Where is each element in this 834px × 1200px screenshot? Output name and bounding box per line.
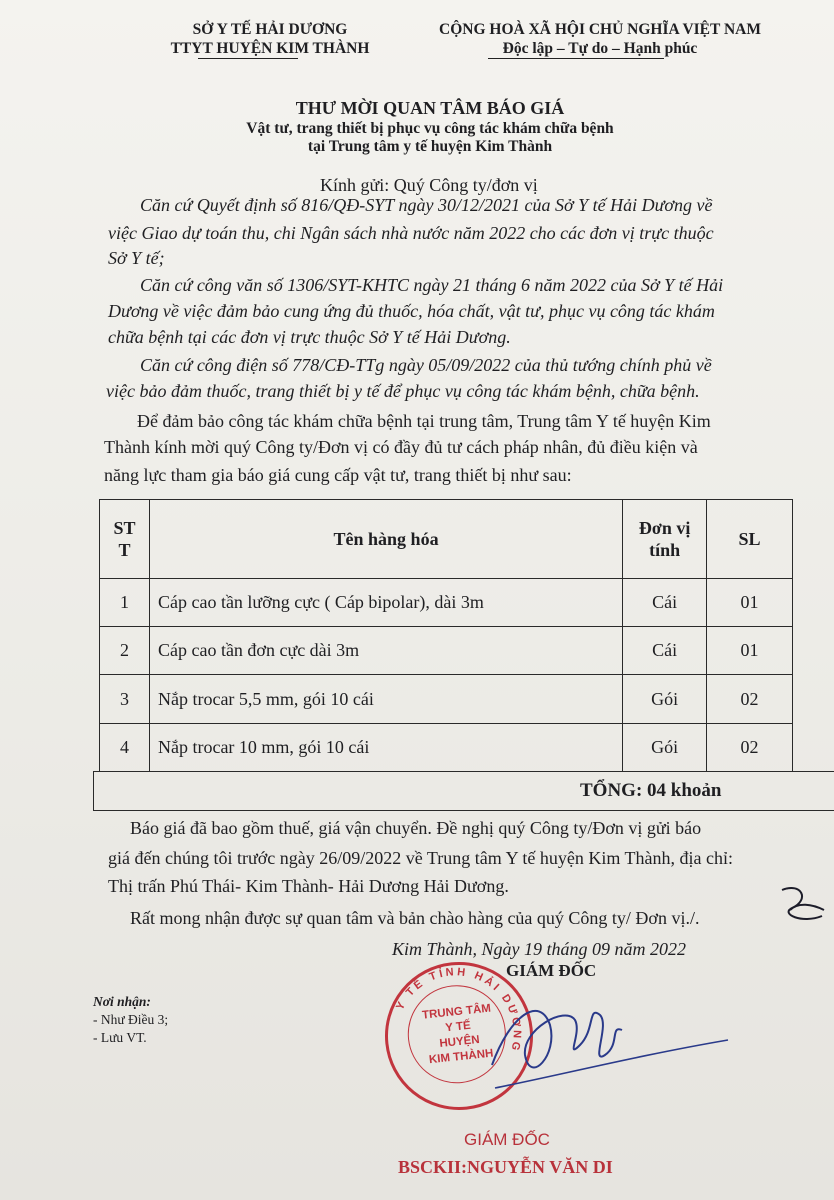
row-unit: Cái <box>623 579 707 627</box>
signer-name: BSCKII:NGUYỄN VĂN DI <box>398 1157 613 1177</box>
basis-3-line-2: việc bảo đảm thuốc, trang thiết bị y tế để phục vụ công tác khám bệnh, chữa bệnh. <box>106 381 700 401</box>
sign-date: Kim Thành, Ngày 19 tháng 09 năm 2022 <box>392 939 687 959</box>
row-qty: 01 <box>707 627 793 675</box>
row-qty: 01 <box>707 579 793 627</box>
letter-subtitle-2: tại Trung tâm y tế huyện Kim Thành <box>307 138 553 155</box>
center-name: TTYT HUYỆN KIM THÀNH <box>170 40 370 57</box>
margin-initials <box>772 880 832 930</box>
row-name: Cáp cao tần đơn cực dài 3m <box>149 627 622 675</box>
closing-line-4: Rất mong nhận được sự quan tâm và bản chào hàng của quý Công ty/ Đơn vị./. <box>130 908 700 928</box>
table-row <box>100 627 793 675</box>
basis-3-line-1: Căn cứ công điện số 778/CĐ-TTg ngày 05/09/2022 của thủ tướng chính phủ về <box>140 355 712 375</box>
col-header-unit-2: tính <box>649 540 681 560</box>
recipient-item: - Lưu VT. <box>93 1030 147 1045</box>
basis-2-line-2: Dương về việc đảm bảo cung ứng đủ thuốc, hóa chất, vật tư, phục vụ công tác khám <box>108 301 715 321</box>
header-right-rule <box>488 58 664 59</box>
row-name: Nắp trocar 5,5 mm, gói 10 cái <box>149 675 622 724</box>
basis-1-line-3: Sở Y tế; <box>108 248 165 268</box>
salutation: Kính gửi: Quý Công ty/đơn vị <box>320 175 538 195</box>
table-row <box>100 675 793 724</box>
col-header-qty: SL <box>707 500 793 579</box>
closing-line-2: giá đến chúng tôi trước ngày 26/09/2022 về Trung tâm Y tế huyện Kim Thành, địa chỉ: <box>108 848 734 868</box>
stamp-line: KIM THÀNH <box>428 1047 494 1067</box>
sign-position: GIÁM ĐỐC <box>506 961 597 980</box>
closing-line-3: Thị trấn Phú Thái- Kim Thành- Hải Dương Hải Dương. <box>108 876 509 896</box>
header-right <box>410 20 790 58</box>
stamp-ring-label: Y TẾ TỈNH HẢI DƯƠNG <box>394 966 523 1055</box>
col-header-stt-2: T <box>118 540 131 560</box>
department-name: SỞ Y TẾ HẢI DƯƠNG <box>192 21 348 38</box>
table-row <box>100 579 793 627</box>
letter-title: THƯ MỜI QUAN TÂM BÁO GIÁ <box>295 98 565 118</box>
basis-2-line-3: chữa bệnh tại các đơn vị trực thuộc Sở Y tế Hải Dương. <box>108 327 511 347</box>
row-unit: Gói <box>623 675 707 724</box>
col-header-unit-1: Đơn vị <box>638 518 691 538</box>
col-header-stt <box>100 500 150 579</box>
handwritten-signature <box>470 985 730 1095</box>
stamp-signer-position: GIÁM ĐỐC <box>464 1130 550 1149</box>
row-stt: 3 <box>100 675 150 724</box>
col-header-stt-1: ST <box>113 518 136 538</box>
table-total-row <box>93 771 834 811</box>
stamp-line: TRUNG TÂM <box>421 1002 492 1022</box>
national-motto: Độc lập – Tự do – Hạnh phúc <box>502 40 698 57</box>
row-qty: 02 <box>707 724 793 772</box>
header-left <box>120 20 420 58</box>
row-unit: Cái <box>623 627 707 675</box>
col-header-unit <box>623 500 707 579</box>
table-header-row <box>100 500 793 579</box>
row-stt: 2 <box>100 627 150 675</box>
closing-line-1: Báo giá đã bao gồm thuế, giá vận chuyển. Đề nghị quý Công ty/Đơn vị gửi báo <box>130 818 702 838</box>
national-title: CỘNG HOÀ XÃ HỘI CHỦ NGHĨA VIỆT NAM <box>439 21 761 38</box>
header-left-rule <box>198 58 298 59</box>
row-name: Nắp trocar 10 mm, gói 10 cái <box>149 724 622 772</box>
recipient-item: - Như Điều 3; <box>93 1012 169 1027</box>
intro-line-2: Thành kính mời quý Công ty/Đơn vị có đầy đủ tư cách pháp nhân, đủ điều kiện và <box>104 437 698 457</box>
basis-1-line-1: Căn cứ Quyết định số 816/QĐ-SYT ngày 30/12/2021 của Sở Y tế Hải Dương về <box>140 195 713 215</box>
table-total: TỔNG: 04 khoản <box>580 780 722 801</box>
row-stt: 4 <box>100 724 150 772</box>
recipients-label: Nơi nhận: <box>93 994 151 1009</box>
row-stt: 1 <box>100 579 150 627</box>
intro-line-3: năng lực tham gia báo giá cung cấp vật tư, trang thiết bị như sau: <box>104 465 572 485</box>
intro-line-1: Để đảm bảo công tác khám chữa bệnh tại trung tâm, Trung tâm Y tế huyện Kim <box>137 411 711 431</box>
goods-table <box>99 499 793 772</box>
stamp-line: Y TẾ <box>444 1019 472 1035</box>
row-qty: 02 <box>707 675 793 724</box>
letter-subtitle-1: Vật tư, trang thiết bị phục vụ công tác khám chữa bệnh <box>246 120 614 137</box>
row-name: Cáp cao tần lưỡng cực ( Cáp bipolar), dài 3m <box>149 579 622 627</box>
col-header-name: Tên hàng hóa <box>149 500 622 579</box>
basis-1-line-2: việc Giao dự toán thu, chi Ngân sách nhà nước năm 2022 cho các đơn vị trực thuộc <box>108 223 714 243</box>
row-unit: Gói <box>623 724 707 772</box>
basis-2-line-1: Căn cứ công văn số 1306/SYT-KHTC ngày 21 tháng 6 năm 2022 của Sở Y tế Hải <box>140 275 724 295</box>
table-row <box>100 724 793 772</box>
stamp-line: HUYỆN <box>438 1033 481 1051</box>
